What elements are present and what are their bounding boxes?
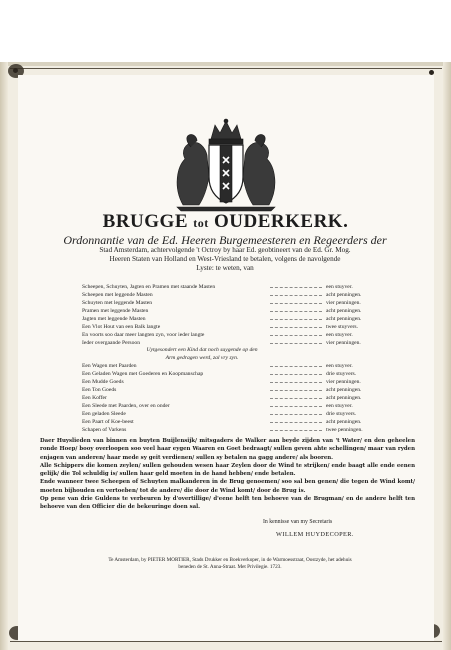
tariff-price: twee stuyvers. (326, 324, 359, 330)
leader-dashes (270, 406, 322, 407)
tariff-row (82, 410, 382, 418)
tariff-item: Een Sleede met Paarden, over en onder (82, 403, 170, 409)
imprint-line-1: Te Amsterdam, by PIETER MORTIER, Stads Drukker en Boekverkoper, in de Warmoesstraat, Oostzyde, het adehuis (108, 557, 352, 563)
title-tot: tot (193, 216, 209, 230)
tariff-row (82, 386, 382, 394)
tariff-row (82, 307, 382, 315)
leader-dashes (270, 382, 322, 383)
tariff-price: een stuyver. (326, 403, 353, 409)
regulation-paragraph: Op pene van drie Guldens te verbeuren by d'overtillige/ d'eene helft ten behoeve van de Brugman/ en de andere helft ten behoeve van den Officier die de bekeuringe doen sal. (40, 496, 415, 511)
tariff-item: Ieder overgaande Persoon (82, 340, 140, 346)
imprint-line-2: beneden de St. Anna-Straat. Met Privilegie. 1723. (178, 564, 282, 571)
tariff-item: Een Vlot Hout van een Balk langte (82, 324, 161, 330)
board-right-edge (443, 62, 451, 650)
note-line-1: Uytgesondert een Kind dat noch suygende op den (146, 347, 258, 353)
tariff-price: een stuyver. (326, 332, 353, 338)
leader-dashes (270, 390, 322, 391)
tariff-item: Jagten met leggende Masten (82, 316, 146, 322)
tariff-price: acht penningen. (326, 419, 362, 425)
tariff-item: Schapen of Varkens (82, 427, 127, 433)
toll-tariff-list (82, 283, 382, 434)
tariff-row (82, 426, 382, 434)
leader-dashes (270, 430, 322, 431)
leader-dashes (270, 335, 322, 336)
regulation-paragraph: Daer Huyslieden van binnen en buyten Buijlensijk/ mitsgaders de Walker aan beyde zijden van 't Water/ en den geheelen ronde Hoep/ booy overloopen soo veel haar eygen Waaren en Goet bedraagt/ sullen geven ahte schellingen/ maar van ryden enjagen van anderen/ haar mede sy geit verdienen/ sullen sy betalen na gagg andere/ als booren. (40, 438, 415, 461)
regulation-paragraph: Alle Schippers die komen zeylen/ sullen gehouden wesen haar Zeylen door de Wind te strijken/ ende baagt alle ende eenen gelijk/ die Tol schuldig is/ sullen haar geld moeten in de hand hebben/ ende betalen. (40, 462, 415, 478)
regulation-paragraph: Ende wanneer twee Scheepen of Schuyten malkanderen in de Brug genoemen/ soo sal ben genen/ die tegen de Wind komt/ moeten bijhouden en vertoeben/ tot de andere/ die door de Wind komt/ door de Brug is. (40, 479, 415, 494)
nail-top-left (13, 68, 18, 73)
amsterdam-coat-of-arms-icon (163, 117, 289, 213)
printer-imprint (40, 557, 420, 572)
leader-dashes (270, 343, 322, 344)
title-ouderkerk: OUDERKERK. (214, 211, 349, 232)
tariff-item: Een Koffer (82, 395, 107, 401)
tariff-row (82, 394, 382, 402)
tariff-item: Pramen met leggende Masten (82, 308, 149, 314)
tariff-item: Een Mudde Goeds (82, 379, 124, 385)
tariff-row (82, 323, 382, 331)
tariff-row (82, 283, 382, 291)
leader-dashes (270, 327, 322, 328)
tariff-row (82, 378, 382, 386)
leader-dashes (270, 303, 322, 304)
frame-line-bottom (10, 641, 442, 642)
title-brugge: BRUGGE (102, 211, 189, 232)
tariff-item: Schuyten met leggende Masten (82, 300, 153, 306)
leader-dashes (270, 414, 322, 415)
tariff-item: Een Geladen Wagen met Goederen en Koopmanschap (82, 371, 204, 377)
tariff-price: vier penningen. (326, 379, 361, 385)
tariff-row (82, 291, 382, 299)
tariff-item: En voorts soo daar meer langten zyn, voor ieder langte (82, 332, 205, 338)
leader-dashes (270, 398, 322, 399)
tariff-item: Een Ton Goeds (82, 387, 117, 393)
ordinance-intro (40, 234, 410, 273)
secretary-attestation: In kennisse van my Secretaris (263, 519, 333, 525)
intro-line-1: Ordonnantie van de Ed. Heeren Burgemeesteren en Regeerders der (63, 233, 387, 247)
tariff-price: acht penningen. (326, 308, 362, 314)
tariff-price: drie stuyvers. (326, 411, 357, 417)
leader-dashes (270, 422, 322, 423)
tariff-row (82, 339, 382, 347)
tariff-price: een stuyver. (326, 284, 353, 290)
frame-line-top (10, 68, 442, 69)
tariff-price: acht penningen. (326, 395, 362, 401)
leader-dashes (270, 311, 322, 312)
tariff-price: vier penningen. (326, 340, 361, 346)
board-left-edge (0, 62, 8, 650)
tariff-price: vier penningen. (326, 300, 361, 306)
tariff-row (82, 331, 382, 339)
leader-dashes (270, 319, 322, 320)
leader-dashes (270, 287, 322, 288)
secretary-name: WILLEM HUYDECOPER. (276, 531, 354, 538)
tariff-row (82, 370, 382, 378)
tariff-item: Scheepen met leggende Masten (82, 292, 153, 298)
tariff-price: een stuyver. (326, 363, 353, 369)
tariff-row (82, 418, 382, 426)
note-line-2: Arm gedragen werd, zal vry zyn. (165, 354, 239, 361)
tariff-item: Een Paart of Koe-beest (82, 419, 134, 425)
page-title (0, 211, 451, 234)
tariff-row (82, 299, 382, 307)
tariff-price: acht penningen. (326, 292, 362, 298)
tariff-price: twee penningen. (326, 427, 363, 433)
tariff-price: drie stuyvers. (326, 371, 357, 377)
tariff-item: Een geladen Sleede (82, 411, 126, 417)
tariff-price: acht penningen. (326, 387, 362, 393)
tariff-row (82, 315, 382, 323)
regulations-text (40, 437, 415, 512)
tariff-item: Scheepen, Schuyten, Jagten en Pramen met staande Masten (82, 284, 216, 290)
leader-dashes (270, 374, 322, 375)
child-exemption-note (82, 347, 322, 362)
tariff-row (82, 402, 382, 410)
intro-line-4: Lyste: te weten, van (196, 264, 254, 272)
tariff-row (82, 362, 382, 370)
tariff-item: Een Wagen met Paarden (82, 363, 137, 369)
leader-dashes (270, 295, 322, 296)
tariff-price: acht penningen. (326, 316, 362, 322)
leader-dashes (270, 366, 322, 367)
board-top-edge (0, 62, 451, 66)
intro-line-2: Stad Amsterdam, achtervolgende 't Octroy by haar Ed. geobtineert van de Ed. Gr. Mog. (99, 246, 351, 254)
intro-line-3: Heeren Staten van Holland en West-Vriesland te betalen, volgens de navolgende (109, 255, 341, 263)
